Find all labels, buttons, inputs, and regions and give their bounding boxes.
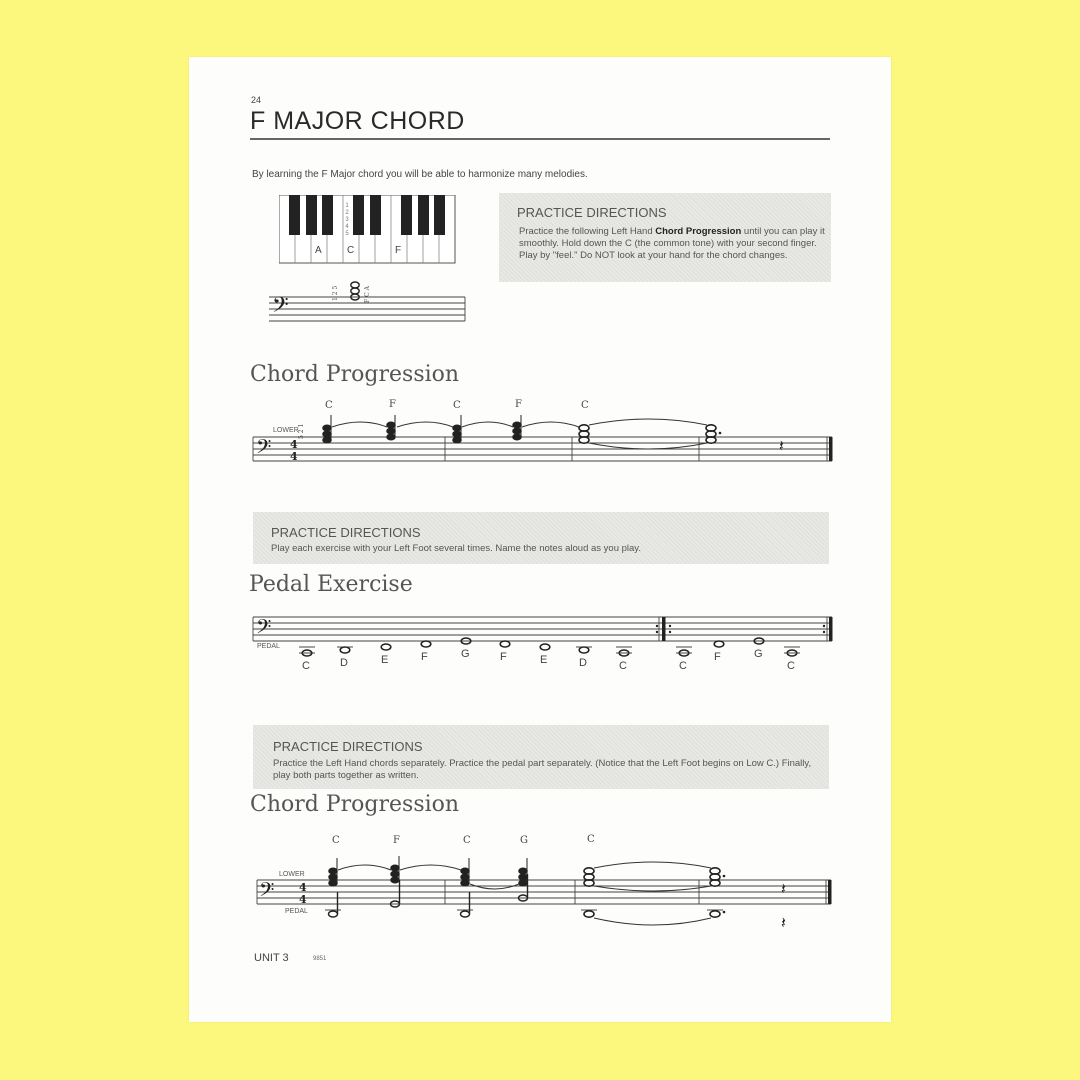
svg-text:4: 4 (290, 438, 298, 451)
keyboard-diagram (279, 195, 459, 267)
svg-text:𝄽: 𝄽 (781, 879, 786, 898)
music-book-page: 24 F MAJOR CHORD By learning the F Major chord you will be able to harmonize many melodies. A C F 1 2 3 4 5 𝄢 1 2 5 F C A PRACTICE DIRECTIONS Practice the following Left Hand Chord Progression until you can play it smoothly. Hold down the C (the common tone) with your second finger. Play by "feel." Do NOT look at your hand for the chord changes. Chord Progression LOWER C F C F C 𝄢 4 4 5 2 1 𝄽 PRACTICE DIRECTIONS Play each exercise with your Left Foot several times. Name the notes aloud as you play. Pedal Exercise PEDAL 𝄢 C D E F G F E D C C F G C PRACTICE DIRECTIONS Practice the Left Hand chords separately. Practice the pedal part separately. (Notice that the Left Foot begins on Low C.) Finally, play both parts together as written. Chord Progression C F C G C LOWER PEDAL 𝄢 4 4 𝄽 𝄽 UNIT 3 9851 (189, 57, 891, 1022)
svg-text:𝄽: 𝄽 (779, 436, 784, 455)
svg-text:4: 4 (299, 881, 307, 894)
pedal-note: E (540, 654, 548, 666)
directions-text: Practice the following Left Hand Chord Progression until you can play it smoothly. Hold down the C (the common tone) with your second finger. Play by "feel." Do NOT look at your hand for the chord changes. (519, 226, 825, 261)
svg-text:𝄢: 𝄢 (259, 878, 275, 906)
f-chord-staff (269, 275, 469, 327)
pedal-note: G (461, 648, 470, 660)
staff-label-pedal: PEDAL (257, 643, 280, 650)
intro-text: By learning the F Major chord you will be able to harmonize many melodies. (252, 169, 588, 180)
pedal-note: C (679, 660, 687, 672)
directions-heading: PRACTICE DIRECTIONS (273, 739, 423, 754)
directions-text: Practice the Left Hand chords separately. Practice the pedal part separately. (Notice that the Left Foot begins on Low C.) Finally, play both parts together as written. (273, 758, 812, 781)
key-label-c: C (347, 245, 355, 256)
staff-label-pedal: PEDAL (285, 908, 308, 915)
section-title-chord-progression-1: Chord Progression (250, 362, 460, 387)
svg-text:𝄽: 𝄽 (781, 913, 786, 932)
pedal-note: G (754, 648, 763, 660)
key-label-f: F (395, 245, 402, 256)
page-title: F MAJOR CHORD (250, 107, 465, 135)
pedal-note: D (579, 657, 587, 669)
fingering-label: 5 2 1 (298, 423, 305, 439)
section-title-pedal-exercise: Pedal Exercise (249, 572, 413, 597)
svg-text:𝄢: 𝄢 (256, 615, 272, 643)
key-label-a: A (315, 245, 322, 256)
directions-heading: PRACTICE DIRECTIONS (517, 205, 667, 220)
practice-directions-3 (253, 725, 829, 789)
staff-label-lower: LOWER (279, 871, 305, 878)
finger-numbers: 1 2 3 4 5 (345, 203, 349, 237)
chord-note-labels: F C A (364, 286, 371, 303)
staff-label-lower: LOWER (273, 427, 299, 434)
chord-fingering: 1 2 5 (332, 285, 339, 301)
pedal-note: F (500, 651, 507, 663)
pedal-note: F (421, 651, 428, 663)
pedal-note: C (302, 660, 310, 672)
directions-text: Play each exercise with your Left Foot several times. Name the notes aloud as you play. (271, 543, 641, 554)
svg-text:𝄢: 𝄢 (272, 293, 289, 323)
svg-text:𝄢: 𝄢 (256, 435, 272, 463)
pedal-note: C (619, 660, 627, 672)
practice-directions-1 (499, 193, 831, 282)
chord-progression-staff-2 (249, 852, 839, 942)
chord-progression-staff-1 (249, 415, 839, 469)
pedal-note: E (381, 654, 389, 666)
title-rule (250, 138, 830, 140)
svg-text:4: 4 (299, 893, 307, 906)
pedal-note: D (340, 657, 348, 669)
pedal-note: F (714, 651, 721, 663)
page-number: 24 (251, 95, 262, 105)
pedal-note: C (787, 660, 795, 672)
svg-text:4: 4 (290, 450, 298, 463)
section-title-chord-progression-2: Chord Progression (250, 792, 460, 817)
directions-heading: PRACTICE DIRECTIONS (271, 525, 421, 540)
footer-unit: UNIT 3 (254, 952, 289, 964)
footer-code: 9851 (313, 956, 327, 962)
practice-directions-2 (253, 512, 829, 564)
